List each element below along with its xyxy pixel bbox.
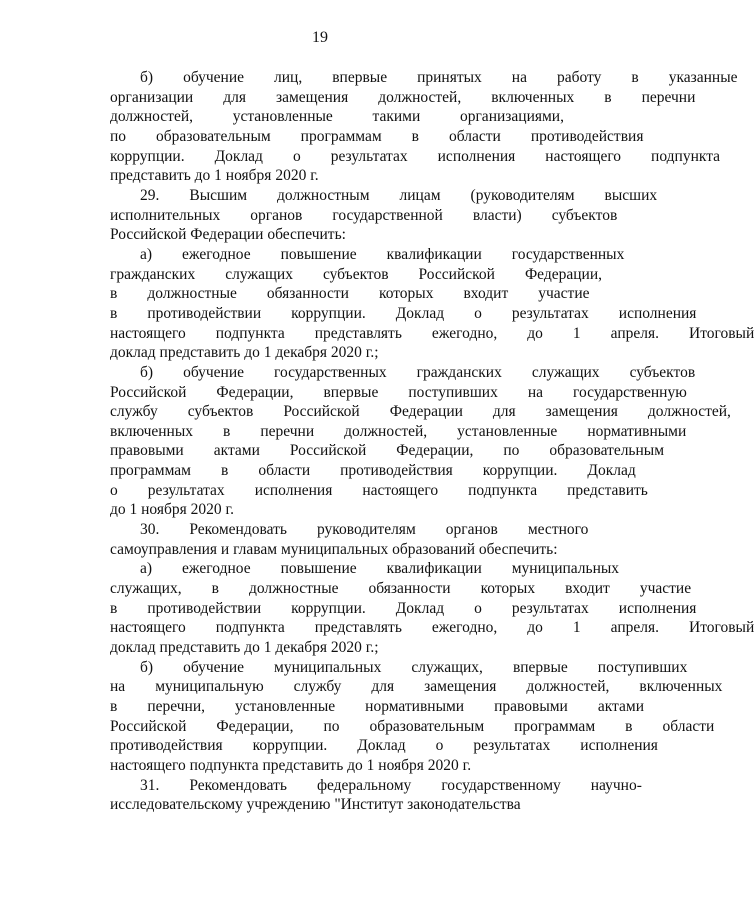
- text-line: в перечни, установленные нормативными правовыми актами: [110, 698, 644, 715]
- paragraph: [80, 776, 642, 815]
- text-line: в должностные обязанности которых входит участие: [110, 285, 590, 303]
- text-line: служащих, в должностные обязанности которых входит участие: [110, 580, 692, 598]
- text-line: 29. Высшим должностным лицам (руководителям высших: [140, 186, 658, 204]
- text-line: настоящего подпункта представлять ежегодно, до 1 апреля. Итоговый: [110, 619, 754, 637]
- text-line: настоящего подпункта представить до 1 ноября 2020 г.: [110, 756, 472, 774]
- text-line: организации для замещения должностей, включенных в перечни: [110, 88, 696, 106]
- text-line: Российской Федерации обеспечить:: [110, 226, 346, 244]
- text-line: в противодействии коррупции. Доклад о результатах исполнения: [110, 599, 697, 617]
- text-line: представить до 1 ноября 2020 г.: [110, 167, 319, 185]
- document-body: [80, 68, 754, 815]
- paragraph: [80, 245, 754, 363]
- paragraph: [80, 559, 754, 657]
- text-line: Российской Федерации, по образовательным программам в области: [110, 717, 715, 735]
- text-line: Российской Федерации, впервые поступивших на государственную: [110, 383, 687, 401]
- text-line: а) ежегодное повышение квалификации муниципальных: [140, 560, 620, 578]
- text-line: 31. Рекомендовать федеральному государственному научно-: [140, 776, 642, 794]
- text-line: б) обучение муниципальных служащих, впервые поступивших: [140, 658, 688, 676]
- paragraph: [80, 186, 658, 245]
- text-line: б) обучение лиц, впервые принятых на работу в указанные: [140, 69, 738, 86]
- text-line: по образовательным программам в области противодействия: [110, 127, 644, 145]
- text-line: а) ежегодное повышение квалификации государственных: [140, 245, 625, 263]
- paragraph: [80, 520, 589, 559]
- text-line: противодействия коррупции. Доклад о результатах исполнения: [110, 737, 658, 755]
- page-number: 19: [312, 29, 328, 46]
- text-line: включенных в перечни должностей, установленные нормативными: [110, 422, 687, 440]
- text-line: до 1 ноября 2020 г.: [110, 501, 235, 519]
- text-line: исследовательскому учреждению "Институт законодательства: [110, 796, 521, 814]
- text-line: программам в области противодействия коррупции. Доклад: [110, 462, 636, 480]
- text-line: настоящего подпункта представлять ежегодно, до 1 апреля. Итоговый: [110, 324, 754, 342]
- text-line: о результатах исполнения настоящего подпункта представить: [110, 481, 648, 499]
- text-line: коррупции. Доклад о результатах исполнения настоящего подпункта: [110, 147, 721, 165]
- paragraph: [80, 68, 738, 186]
- paragraph: [80, 658, 723, 776]
- text-line: в противодействии коррупции. Доклад о результатах исполнения: [110, 304, 697, 322]
- text-line: доклад представить до 1 декабря 2020 г.;: [110, 639, 379, 657]
- text-line: правовыми актами Российской Федерации, по образовательным: [110, 442, 665, 460]
- text-line: исполнительных органов государственной власти) субъектов: [110, 206, 618, 224]
- text-line: 30. Рекомендовать руководителям органов местного: [140, 521, 589, 539]
- text-line: б) обучение государственных гражданских служащих субъектов: [140, 363, 696, 381]
- text-line: должностей, установленные такими организациями,: [110, 108, 564, 126]
- text-line: на муниципальную службу для замещения должностей, включенных: [110, 678, 723, 696]
- paragraph: [80, 363, 731, 520]
- text-line: доклад представить до 1 декабря 2020 г.;: [110, 344, 379, 362]
- text-line: самоуправления и главам муниципальных образований обеспечить:: [110, 540, 558, 558]
- text-line: гражданских служащих субъектов Российской Федерации,: [110, 265, 603, 283]
- text-line: службу субъектов Российской Федерации для замещения должностей,: [110, 403, 731, 421]
